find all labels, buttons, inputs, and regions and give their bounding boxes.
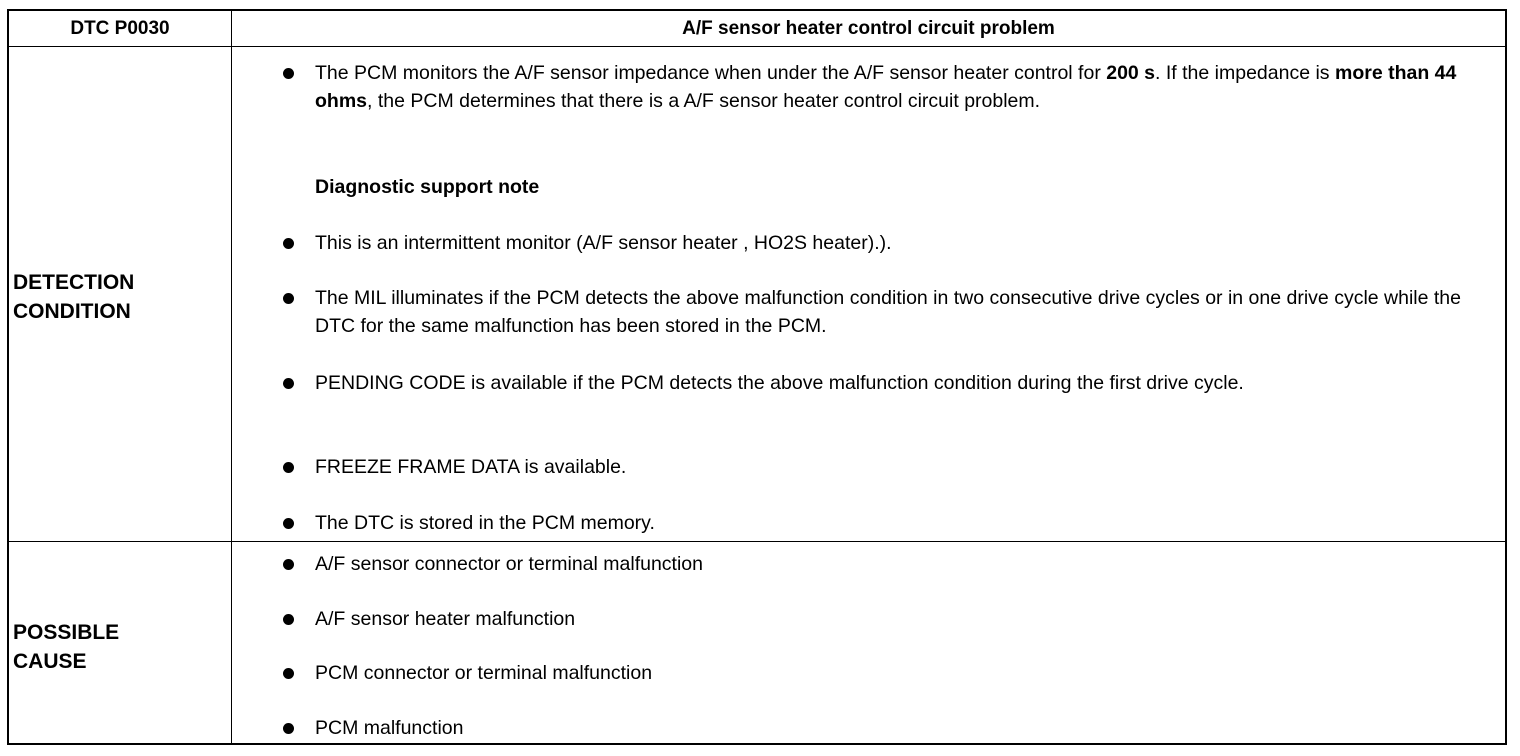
cause-item — [315, 715, 1495, 743]
header-divider — [9, 46, 1505, 47]
item-text: . If the impedance is — [1155, 62, 1335, 84]
cause-label-line1: POSSIBLE — [13, 621, 120, 644]
cause-item — [315, 660, 1495, 688]
detection-condition-label — [13, 268, 134, 326]
item-text: PCM connector or terminal malfunction — [315, 662, 653, 684]
bullet-icon — [283, 293, 294, 304]
dtc-table — [7, 9, 1507, 745]
item-text: PENDING CODE is available if the PCM detects the above malfunction condition during the first drive cycle. — [315, 372, 1244, 394]
bullet-icon — [283, 559, 294, 570]
note-item — [315, 230, 1495, 258]
threshold-time: 200 s — [1106, 62, 1156, 84]
bullet-icon — [283, 378, 294, 389]
item-text: A/F sensor connector or terminal malfunction — [315, 553, 704, 575]
cause-item — [315, 551, 1495, 579]
dtc-title: A/F sensor heater control circuit problem — [682, 18, 1055, 39]
cause-label-line2: CAUSE — [13, 650, 87, 673]
threshold-impedance: more than 44 ohms — [315, 62, 1457, 112]
bullet-icon — [283, 462, 294, 473]
bullet-icon — [283, 723, 294, 734]
item-text: The PCM monitors the A/F sensor impedance when under the A/F sensor heater control for — [315, 62, 1107, 84]
note-item — [315, 454, 1495, 482]
detection-item — [315, 60, 1495, 115]
bullet-icon — [283, 518, 294, 529]
item-text: The DTC is stored in the PCM memory. — [315, 512, 655, 534]
possible-cause-label — [13, 618, 119, 676]
item-text: A/F sensor heater malfunction — [315, 608, 576, 630]
note-item — [315, 285, 1495, 340]
note-item — [315, 370, 1495, 398]
detection-label-line2: CONDITION — [13, 300, 131, 323]
detection-label-line1: DETECTION — [13, 271, 135, 294]
column-divider — [231, 11, 232, 743]
item-text: This is an intermittent monitor (A/F sensor heater , HO2S heater).). — [315, 232, 892, 254]
item-text: , the PCM determines that there is a A/F sensor heater control circuit problem. — [367, 89, 1041, 112]
dtc-code: DTC P0030 — [70, 18, 170, 39]
cause-item — [315, 606, 1495, 634]
section-divider — [9, 541, 1505, 542]
bullet-icon — [283, 238, 294, 249]
bullet-icon — [283, 68, 294, 79]
bullet-icon — [283, 668, 294, 679]
note-item — [315, 510, 1495, 538]
bullet-icon — [283, 614, 294, 625]
item-text: The MIL illuminates if the PCM detects the above malfunction condition in two consecutive drive cycles or in one drive cycle while the DTC for the same malfunction has been stored in the PCM. — [315, 287, 1461, 337]
item-text: PCM malfunction — [315, 717, 464, 739]
item-text: FREEZE FRAME DATA is available. — [315, 456, 627, 478]
diagnostic-note-heading: Diagnostic support note — [315, 176, 540, 198]
